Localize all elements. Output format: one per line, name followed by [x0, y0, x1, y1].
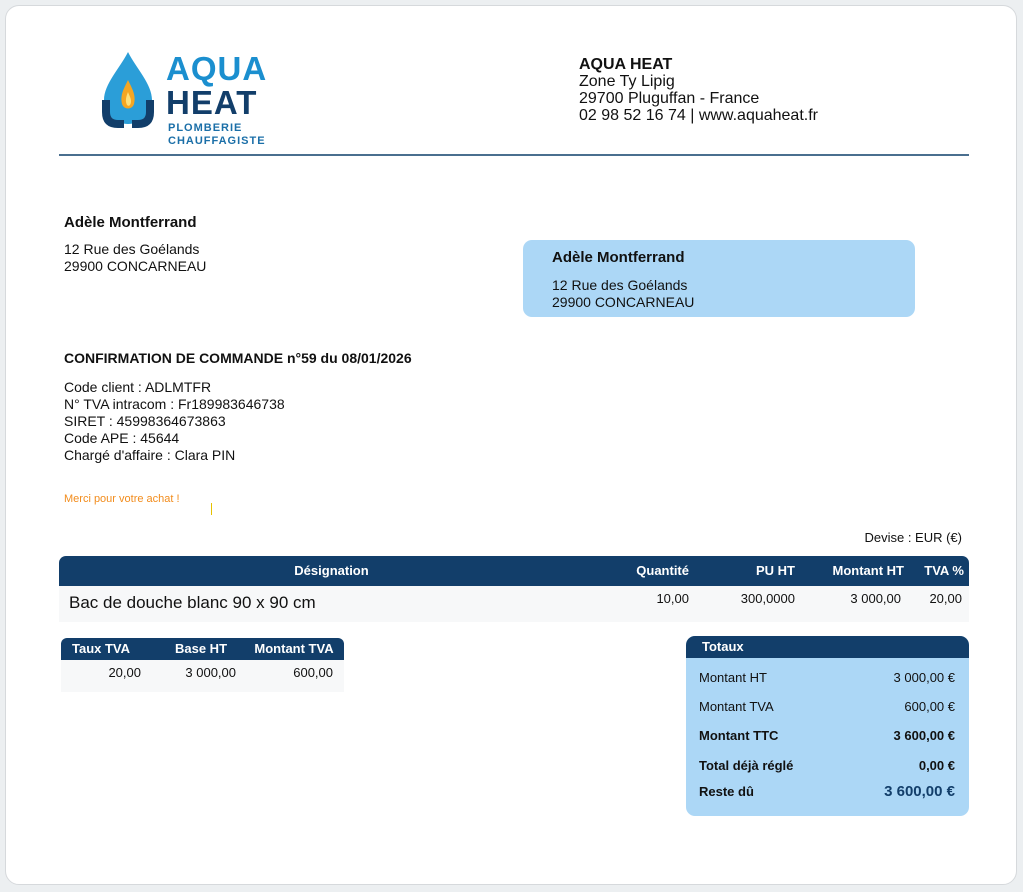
order-title: CONFIRMATION DE COMMANDE n°59 du 08/01/2026 — [64, 350, 412, 366]
total-value: 3 000,00 € — [893, 670, 955, 685]
header-montant-ht: Montant HT — [832, 563, 904, 578]
vat-row-base: 3 000,00 — [185, 665, 236, 680]
vat-header-base: Base HT — [174, 641, 228, 656]
totals-box — [686, 636, 969, 816]
vat-header-taux: Taux TVA — [71, 641, 131, 656]
header-pu-ht: PU HT — [756, 563, 795, 578]
vat-table-header — [61, 638, 344, 660]
company-address-line1: Zone Ty Lipig — [579, 73, 675, 90]
client-street: 12 Rue des Goélands — [64, 241, 200, 257]
siret: SIRET : 45998364673863 — [64, 413, 226, 429]
client-name: Adèle Montferrand — [64, 214, 197, 231]
vat-row-taux — [61, 665, 141, 680]
total-value: 0,00 € — [918, 758, 955, 773]
total-label: Total déjà réglé — [699, 758, 794, 773]
total-label: Montant TTC — [699, 728, 779, 743]
total-label: Montant TVA — [699, 699, 774, 714]
code-ape: Code APE : 45644 — [64, 430, 180, 446]
header-tva: TVA % — [924, 563, 964, 578]
header-divider — [59, 154, 969, 156]
logo-sub-plomberie: PLOMBERIE — [168, 122, 243, 134]
total-label: Reste dû — [699, 784, 754, 799]
logo-text-aqua: AQUA — [166, 50, 268, 87]
row-montant-ht: 3 000,00 — [850, 591, 901, 606]
client-city: 29900 CONCARNEAU — [64, 258, 207, 274]
logo-drop-icon — [98, 50, 158, 130]
items-table-header — [59, 556, 969, 586]
vat-table-row — [61, 660, 344, 692]
header-designation: Désignation — [294, 563, 369, 578]
vat-header-montant: Montant TVA — [254, 641, 334, 656]
delivery-address-box — [523, 240, 915, 317]
company-contact: 02 98 52 16 74 | www.aquaheat.fr — [579, 107, 818, 124]
delivery-city: 29900 CONCARNEAU — [552, 294, 695, 310]
logo-sub-chauffagiste: CHAUFFAGISTE — [168, 135, 266, 147]
vat-row-taux-value: 20,00 — [108, 665, 141, 680]
total-value: 600,00 € — [904, 699, 955, 714]
total-value-reste-du: 3 600,00 € — [884, 783, 955, 800]
text-cursor — [211, 503, 212, 515]
row-tva: 20,00 — [929, 591, 962, 606]
logo-text-heat: HEAT — [166, 84, 258, 121]
company-address-line2: 29700 Pluguffan - France — [579, 90, 760, 107]
delivery-name: Adèle Montferrand — [552, 249, 685, 266]
company-name: AQUA HEAT — [579, 56, 673, 73]
total-row-reste-du — [699, 784, 955, 799]
total-row-montant-ttc — [699, 728, 955, 743]
total-row-montant-ht — [699, 670, 955, 685]
row-pu-ht: 300,0000 — [740, 591, 795, 606]
totals-title: Totaux — [686, 636, 969, 658]
total-row-deja-regle — [699, 758, 955, 773]
code-client: Code client : ADLMTFR — [64, 379, 212, 395]
row-designation: Bac de douche blanc 90 x 90 cm — [69, 593, 316, 612]
table-row — [59, 586, 969, 622]
charge-affaire: Chargé d'affaire : Clara PIN — [64, 447, 236, 463]
row-quantite: 10,00 — [656, 591, 689, 606]
total-label: Montant HT — [699, 670, 767, 685]
thanks-message: Merci pour votre achat ! — [64, 493, 180, 505]
tva-intracom: N° TVA intracom : Fr189983646738 — [64, 396, 285, 412]
header-quantite: Quantité — [636, 563, 689, 578]
currency-label: Devise : EUR (€) — [864, 530, 962, 545]
document-page — [5, 5, 1017, 885]
total-value: 3 600,00 € — [893, 728, 955, 743]
delivery-street: 12 Rue des Goélands — [552, 277, 688, 293]
total-row-montant-tva — [699, 699, 955, 714]
vat-row-montant: 600,00 — [293, 665, 333, 680]
